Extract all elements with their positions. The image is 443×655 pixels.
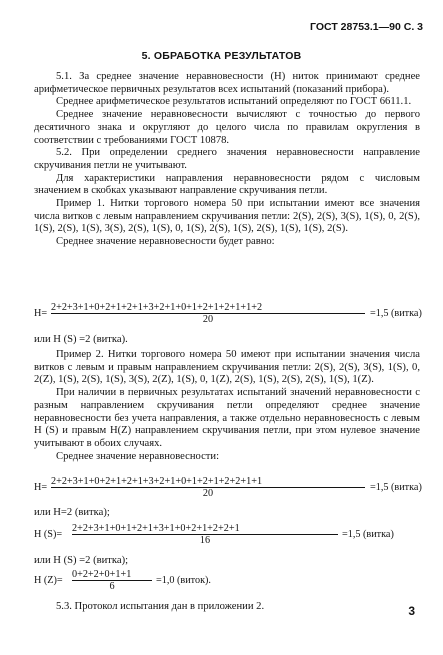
formula-4-lhs: H (Z)= [34,575,63,586]
paragraph-5-2: 5.2. При определении среднего значения неравновесности направление скручивания петли не учитывают. [34,147,420,171]
formula-2-numerator: 2+2+3+1+0+2+1+2+1+3+2+1+0+1+2+1+2+2+1+1 [51,476,365,488]
result-3-rounded: или H (S) =2 (витка); [34,555,129,566]
paragraph-example-1-average: Среднее значение неравновесности будет равно: [56,236,275,248]
formula-3 [34,523,426,553]
paragraph-primary-results: При наличии в первичных результатах испытаний значений неравновесности с разным направлением скручивания петли определяют среднее значение неравновесности без учета направления, а также отдельно неравновесность с левым H (S) и правым H(Z) направлением скручивания петли, при этом нулевое значение учитывают в обоих случаях. [34,387,420,449]
formula-3-fraction [72,523,338,546]
formula-3-numerator: 2+2+3+1+0+1+2+1+3+1+0+2+1+2+2+1 [72,523,338,535]
paragraph-example-2: Пример 2. Нитки торгового номера 50 имеют при испытании значения числа витков с левым и правым направлением скручивания петли: 2(S), 2(S), 3(S), 1(S), 0, 2(Z), 1(S), 2(S), 1(S), 3(S), 2(Z), 1(S), 0, 1(Z), 2(S), 1(S), 2(S), 2(S), 1(S), 1(Z). [34,349,420,386]
paragraph-average: Среднее арифметическое результатов испытаний определяют по ГОСТ 6611.1. [56,96,412,108]
formula-3-lhs: H (S)= [34,529,63,540]
paragraph-5-1: 5.1. За среднее значение неравновесности (H) ниток принимают среднее арифметическое первичных результатов всех испытаний (показаний прибора). [34,71,420,95]
paragraph-characteristic: Для характеристики направления неравновесности рядом с числовым значением в скобках указывают направление скручивания петли. [34,172,420,197]
formula-4-fraction [72,569,152,592]
paragraph-calculation: Среднее значение неравновесности вычисляют с точностью до первого десятичного знака и округляют до целого числа по правилам округления в соответствии с требованиями ГОСТ 10878. [34,109,420,146]
formula-3-result: =1,5 (витка) [342,529,394,540]
section-title: 5. ОБРАБОТКА РЕЗУЛЬТАТОВ [141,50,302,62]
formula-1-numerator: 2+2+3+1+0+2+1+2+1+3+2+1+0+1+2+1+2+1+1+2 [51,302,365,314]
formula-2-fraction [51,476,365,499]
body-text-block [34,71,420,249]
formula-1-fraction [51,302,365,325]
formula-2-denominator: 20 [202,488,214,499]
formula-2-lhs: H= [34,482,48,493]
formula-4-numerator: 0+2+2+0+1+1 [72,569,152,581]
paragraph-example-1: Пример 1. Нитки торгового номера 50 при испытании имеют все значения числа витков с левым направлением скручивания петли: 2(S), 2(S), 3(S), 1(S), 0, 2(S), 1(S), 2(S), 1(S), 3(S), 2(S), 1(S), 0, 1(S), 2(S), 1(S), 2(S), 1(S), 1(S), 2(S). [34,198,420,235]
result-2-rounded: или H=2 (витка); [34,507,110,518]
formula-1-denominator: 20 [202,314,214,325]
paragraph-example-2-average: Среднее значение неравновесности: [56,450,220,462]
formula-4 [34,569,426,599]
body-text-block-2 [34,349,420,463]
formula-4-result: =1,0 (виток). [156,575,211,586]
formula-1-result: =1,5 (витка) [370,308,422,319]
formula-4-denominator: 6 [109,581,115,592]
page-number: 3 [408,604,415,618]
formula-1-lhs: H= [34,308,48,319]
page-header: ГОСТ 28753.1—90 С. 3 [310,21,423,33]
formula-2 [34,476,426,506]
formula-3-denominator: 16 [199,535,211,546]
result-1-rounded: или H (S) =2 (витка). [34,334,128,345]
paragraph-5-3: 5.3. Протокол испытания дан в приложении 2. [56,601,265,612]
formula-2-result: =1,5 (витка) [370,482,422,493]
formula-1 [34,302,426,332]
body-text-block-3 [34,601,420,614]
